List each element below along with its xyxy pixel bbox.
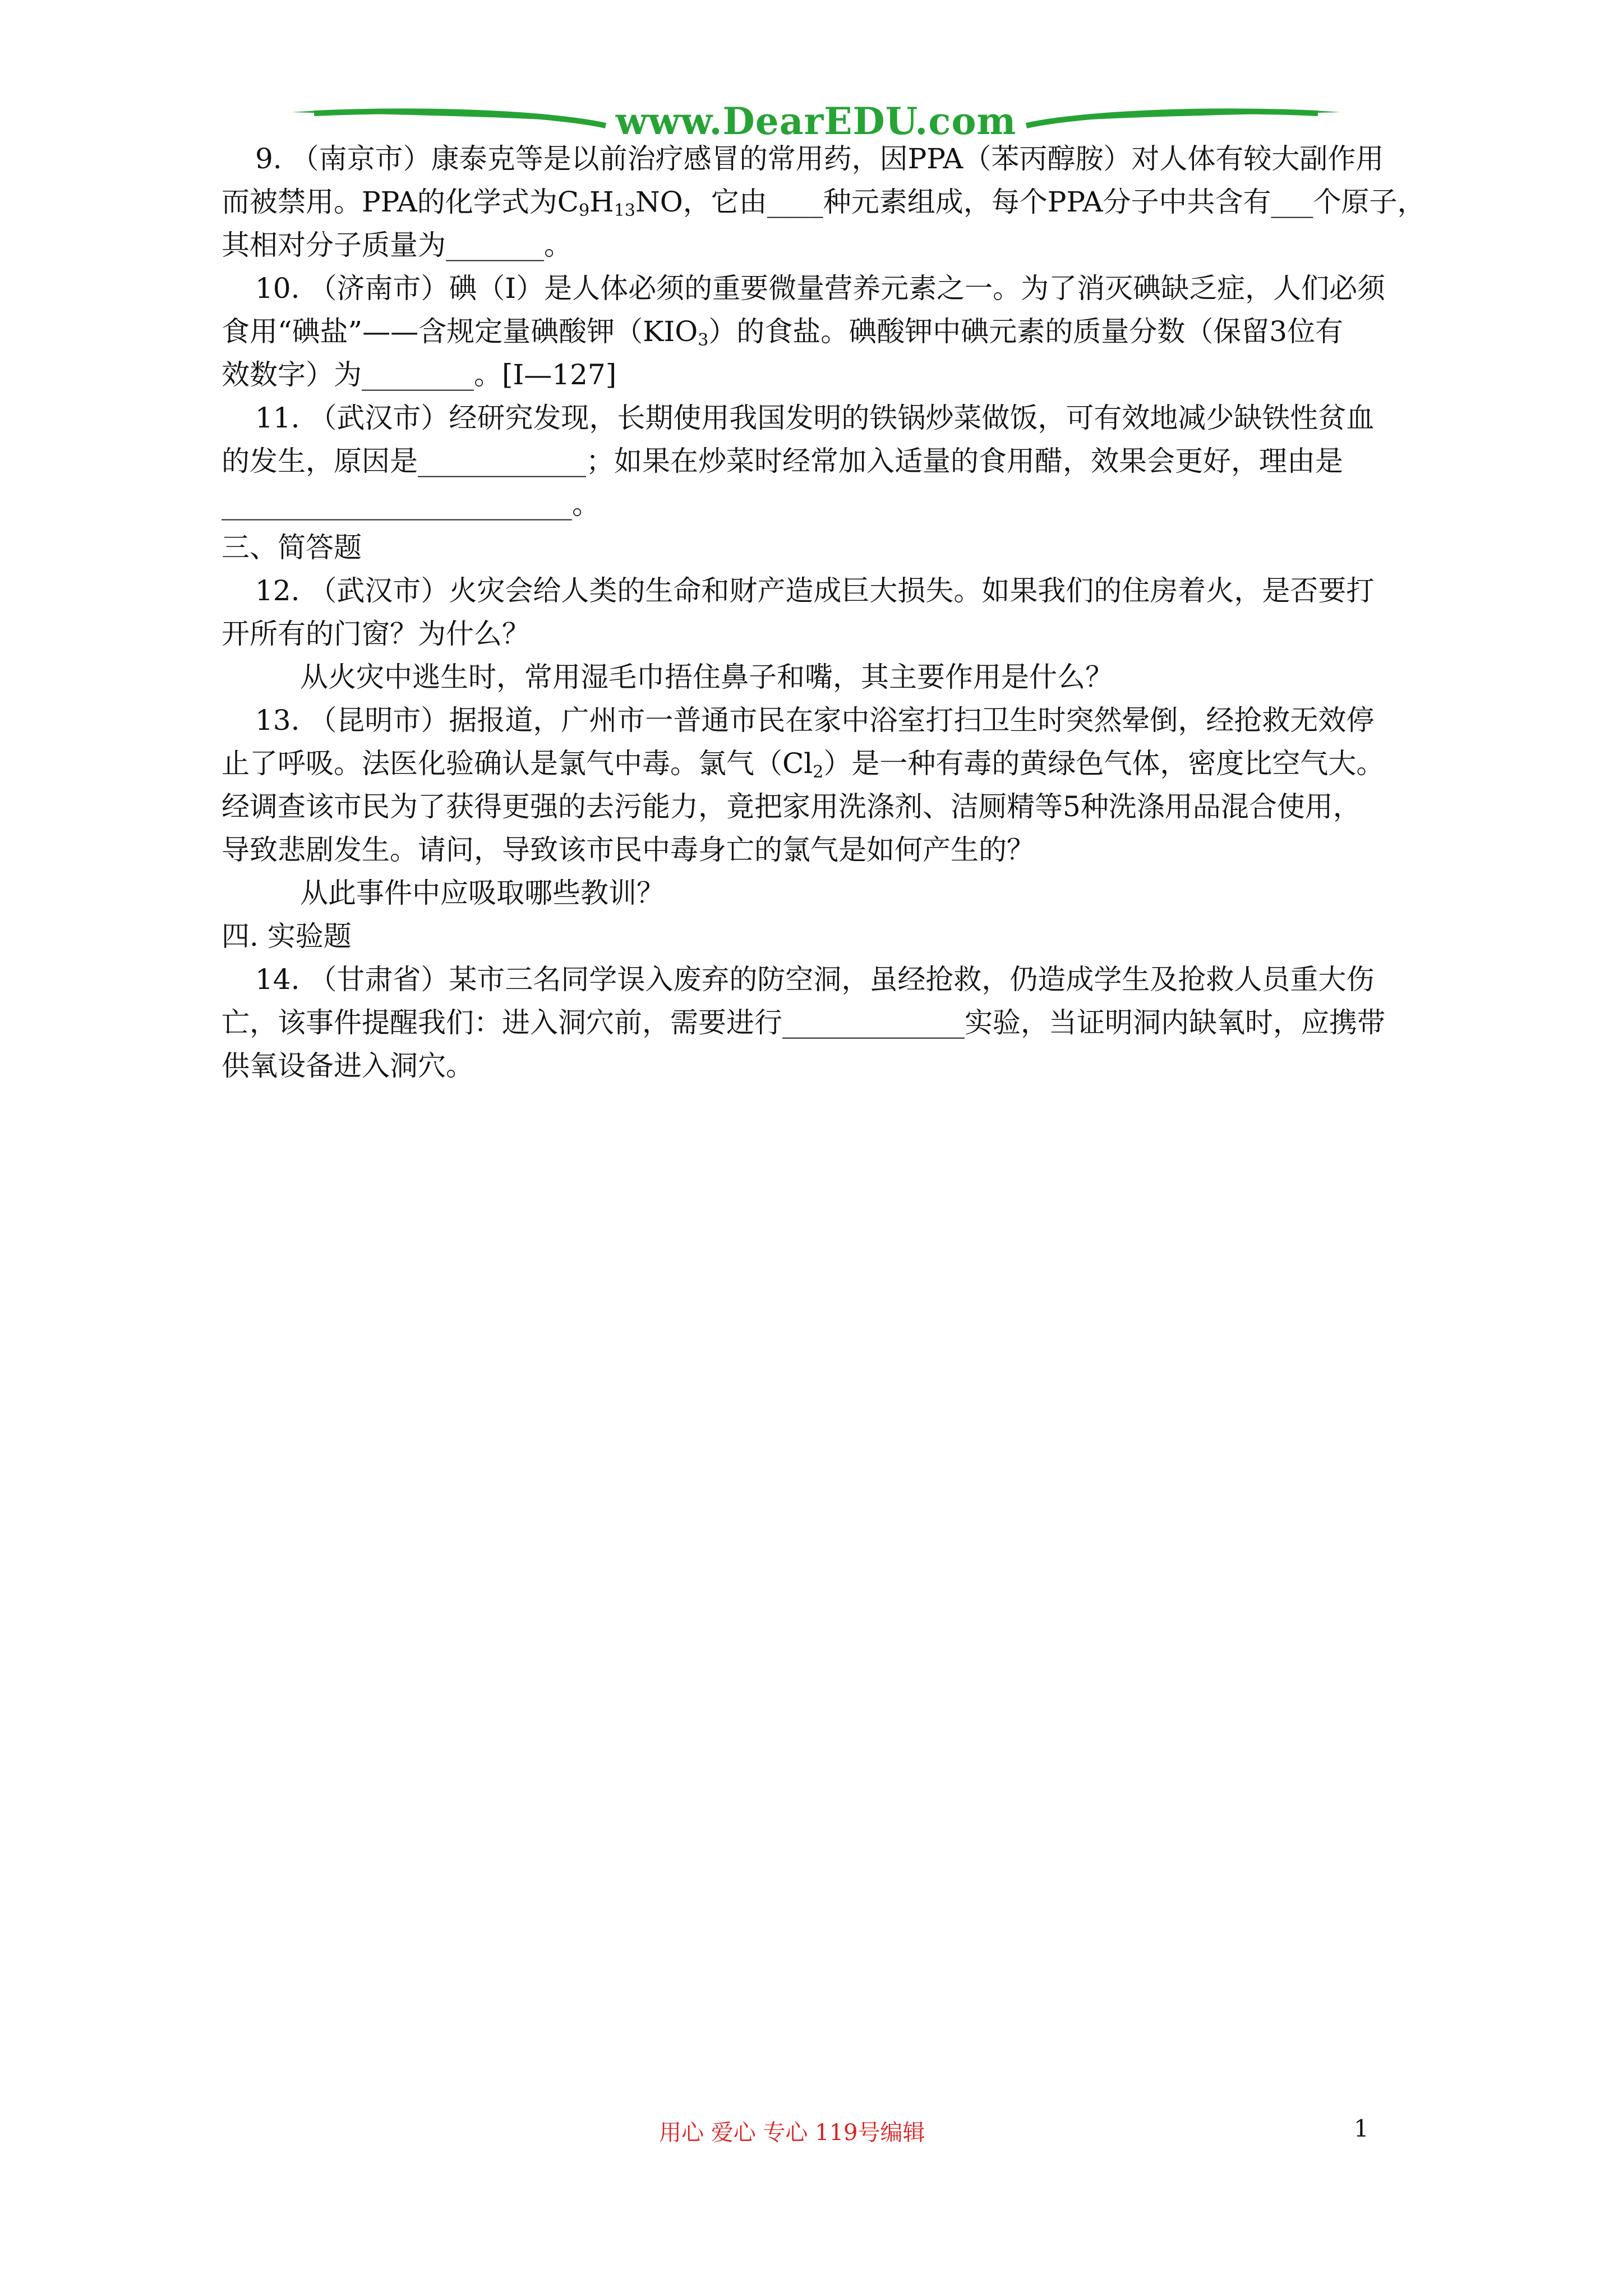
q10-line-1: 10. （济南市）碘（I）是人体必须的重要微量营养元素之一。为了消灭碘缺乏症，人们必须: [255, 272, 1386, 305]
site-header-logo: [292, 99, 1340, 144]
footer-text: 用心 爱心 专心 119号编辑: [659, 2120, 925, 2146]
q13-line-5: 从此事件中应吸取哪些教训？: [300, 877, 665, 909]
q14-line-3: 供氧设备进入洞穴。: [222, 1050, 474, 1082]
q10-line-2: 食用“碘盐”——含规定量碘酸钾$(KIO_3)$的食盐。碘酸钾中碘元素的质量分数（保留3位有: [222, 315, 1344, 350]
q14-line-2: 亡，该事件提醒我们：进入洞穴前，需要进行_____________实验，当证明洞内缺氧时，应携带: [222, 1006, 1385, 1039]
q13-line-1: 13. （昆明市）据报道，广州市一普通市民在家中浴室打扫卫生时突然晕倒，经抢救无效停: [255, 704, 1375, 737]
q9-line-1: 9. （南京市）康泰克等是以前治疗感冒的常用药，因PPA（苯丙醇胺）对人体有较大副作用: [255, 142, 1384, 175]
q12-line-2: 开所有的门窗？为什么？: [222, 618, 530, 650]
q13-line-2: 止了呼吸。法医化验确认是氯气中毒。氯气$(Cl_2)$是一种有毒的黄绿色气体，密度比空气大。: [222, 747, 1385, 782]
q11-line-3: _________________________。: [222, 488, 600, 521]
document-body: [222, 137, 1426, 1088]
logo-text: www.DearEDU.com: [615, 99, 1017, 143]
q11-line-1: 11. （武汉市）经研究发现，长期使用我国发明的铁锅炒菜做饭，可有效地减少缺铁性贫血: [255, 402, 1375, 434]
q14-line-1: 14. （甘肃省）某市三名同学误入废弃的防空洞，虽经抢救，仍造成学生及抢救人员重大伤: [255, 963, 1375, 996]
q9-line-2: 而被禁用。PPA的化学式为$C_9H_{13}NO$，它由____种元素组成，每个PPA分子中共含有___个原子，: [222, 186, 1426, 220]
q12-line-3: 从火灾中逃生时，常用湿毛巾捂住鼻子和嘴，其主要作用是什么？: [300, 661, 1113, 693]
q9-line-3: 其相对分子质量为_______。: [222, 229, 572, 261]
q10-line-3: 效数字）为________。[I—127]: [222, 358, 617, 391]
section-heading-short-answer: 三、简答题: [222, 531, 362, 564]
section-heading-experiment: 四. 实验题: [222, 920, 352, 953]
q12-line-1: 12. （武汉市）火灾会给人类的生命和财产造成巨大损失。如果我们的住房着火，是否要打: [255, 574, 1375, 607]
q11-line-2: 的发生，原因是____________；如果在炒菜时经常加入适量的食用醋，效果会更好，理由是: [222, 445, 1343, 477]
q13-line-3: 经调查该市民为了获得更强的去污能力，竟把家用洗涤剂、洁厕精等5种洗涤用品混合使用，: [222, 790, 1361, 823]
q13-line-4: 导致悲剧发生。请问，导致该市民中毒身亡的氯气是如何产生的？: [222, 834, 1035, 866]
page-number: 1: [1354, 2115, 1369, 2142]
